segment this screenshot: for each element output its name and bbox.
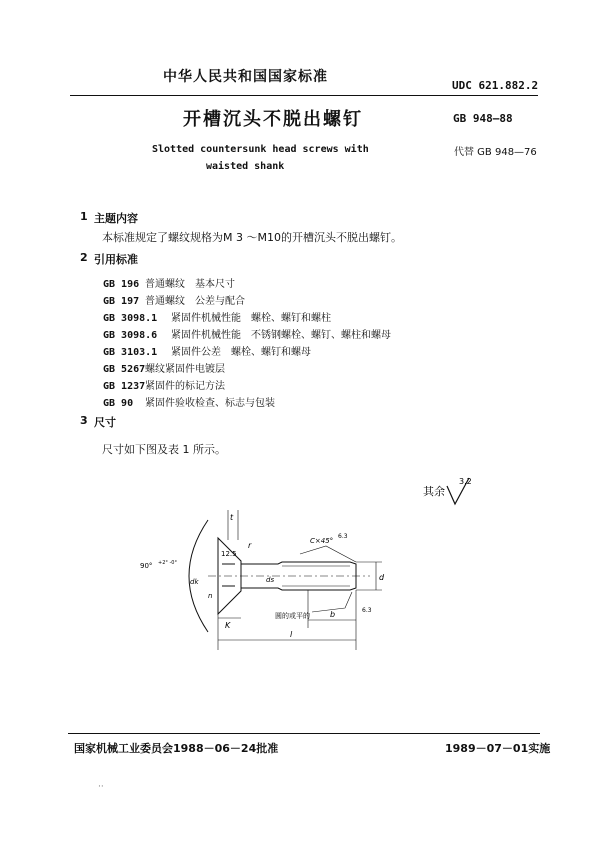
thread-length-dimension: [308, 590, 356, 628]
section-1-text: 本标准规定了螺纹规格为M 3 ～M10的开槽沉头不脱出螺钉。: [102, 231, 402, 244]
reference-item: [103, 275, 235, 290]
reference-code: GB 1237: [103, 381, 146, 392]
section-1-number: 1: [80, 210, 88, 223]
section-2-number: 2: [80, 251, 88, 264]
english-title-line1: Slotted countersunk head screws with: [152, 144, 369, 155]
reference-item: [103, 394, 275, 409]
surface-roughness-symbol: [423, 474, 503, 514]
reference-code: GB 5267: [103, 364, 146, 375]
t-label: t: [230, 513, 234, 522]
english-title: [152, 141, 392, 175]
section-1-title: 主题内容: [94, 212, 138, 225]
chamfer-leader: [300, 546, 356, 562]
reference-title: 紧固件机械性能 螺栓、螺钉和螺柱: [171, 313, 331, 324]
section-3-title: 尺寸: [94, 416, 116, 429]
reference-item: [103, 377, 225, 392]
angle-label: 90°: [140, 562, 153, 570]
end-leader: [312, 592, 352, 612]
reference-item: [103, 309, 331, 324]
reference-item: [103, 326, 391, 341]
roughness-label: 其余: [423, 485, 445, 498]
scan-speck: ··: [98, 782, 104, 792]
chamfer-label: C×45°: [310, 537, 334, 545]
r-label: r: [248, 541, 252, 550]
english-title-line2: waisted shank: [206, 161, 285, 172]
header-rule: [70, 95, 538, 96]
roughness-value: 3.2: [459, 477, 472, 486]
slot-lines: [222, 564, 235, 586]
udc-number: UDC 621.882.2: [452, 79, 539, 92]
reference-item: [103, 292, 245, 307]
ds-label: ds: [266, 576, 275, 584]
reference-title: 普通螺纹 基本尺寸: [145, 279, 235, 290]
n-label: n: [208, 592, 213, 600]
dk-label: dk: [190, 578, 199, 586]
round-or-flat-note: 圆的或平的: [275, 612, 310, 620]
reference-title: 紧固件验收检查、标志与包装: [145, 398, 275, 409]
replaces-note: 代替 GB 948—76: [454, 147, 537, 158]
angle-tolerance: +2° -0°: [158, 560, 177, 566]
reference-code: GB 196: [103, 279, 140, 290]
standard-type-heading: 中华人民共和国国家标准: [163, 69, 328, 85]
effective-date: 1989－07－01实施: [445, 742, 551, 755]
reference-item: [103, 360, 225, 375]
reference-item: [103, 343, 311, 358]
reference-title: 紧固件公差 螺栓、螺钉和螺母: [171, 347, 311, 358]
reference-title: 紧固件机械性能 不锈钢螺栓、螺钉、螺柱和螺母: [171, 330, 391, 341]
reference-title: 普通螺纹 公差与配合: [145, 296, 245, 307]
section-2-title: 引用标准: [94, 253, 138, 266]
reference-code: GB 90: [103, 398, 134, 409]
reference-title: 螺纹紧固件电镀层: [145, 364, 225, 375]
document-title: 开槽沉头不脱出螺钉: [183, 109, 363, 130]
reference-code: GB 3098.6: [103, 330, 158, 341]
gb-number: GB 948—88: [453, 112, 513, 125]
b-label: b: [330, 610, 336, 619]
thread-roughness-top: 6.3: [338, 533, 348, 540]
l-label: l: [290, 630, 293, 639]
reference-code: GB 3103.1: [103, 347, 158, 358]
angle-arc: [189, 520, 208, 632]
thread-roughness-end: 6.3: [362, 607, 372, 614]
approval-note: 国家机械工业委员会1988－06－24批准: [74, 742, 279, 755]
reference-title: 紧固件的标记方法: [145, 381, 225, 392]
section-3-text: 尺寸如下图及表 1 所示。: [102, 443, 226, 456]
k-label: K: [225, 621, 231, 630]
reference-code: GB 197: [103, 296, 140, 307]
footer-rule: [68, 733, 540, 734]
section-3-number: 3: [80, 414, 88, 427]
d-label: d: [379, 573, 385, 582]
reference-code: GB 3098.1: [103, 313, 158, 324]
head-roughness: 12.5: [221, 550, 237, 558]
screw-drawing: [130, 500, 410, 660]
